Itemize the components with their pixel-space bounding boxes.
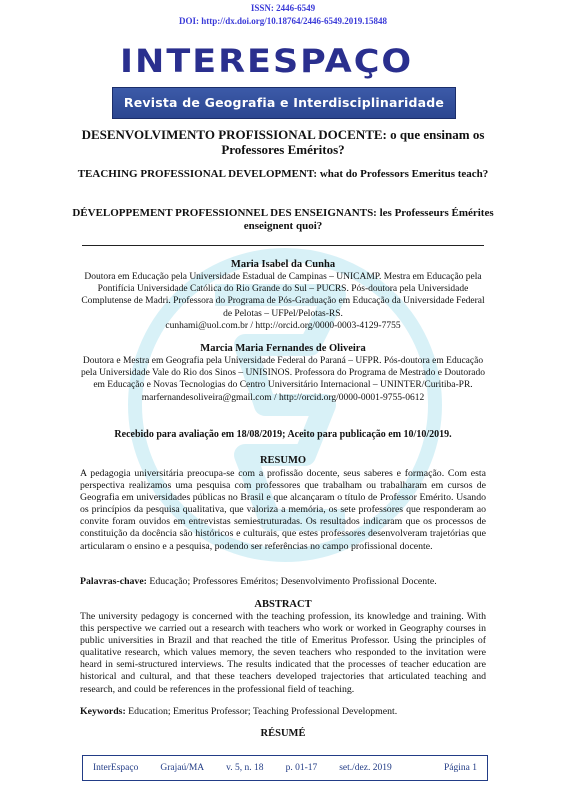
footer-page-number: Página 1 xyxy=(444,763,477,773)
keywords-label: Palavras-chave: xyxy=(80,576,147,587)
received-accepted-dates: Recebido para avaliação em 18/08/2019; Aceito para publicação em 10/10/2019. xyxy=(114,429,452,440)
title-portuguese: DESENVOLVIMENTO PROFISSIONAL DOCENTE: o que ensinam os Professores Eméritos? xyxy=(81,127,485,157)
author-bio: Doutora e Mestra em Geografia pela Universidade Federal do Paraná – UFPR. Pós-doutora em Educação pela Universidade Vale do Rio dos Sinos – UNISINOS. Professora do Programa de Mestrado e Doutorado em Educação e Novas Tecnologias do Centro Universitário Internacional – UNINTER/Curitiba-PR. xyxy=(80,356,486,391)
abstract-keywords xyxy=(80,706,486,718)
author-block xyxy=(76,342,490,404)
resumo-heading: RESUMO xyxy=(259,455,307,466)
footer-journal: InterEspaço xyxy=(93,763,139,773)
author-bio: Doutora em Educação pela Universidade Estadual de Campinas – UNICAMP. Mestra em Educação pela Pontifícia Universidade Católica do Rio Grande do Sul – PUCRS. Pós-doutora pela Universidade Complutense de Madri. Professora do Programa de Pós-Graduação em Educação da Universidade Federal de Pelotas – UFPel/Pelotas-RS. xyxy=(81,272,485,319)
author-contact[interactable]: cunhami@uol.com.br / http://orcid.org/0000-0003-4129-7755 xyxy=(165,320,401,331)
keywords-text: Education; Emeritus Professor; Teaching Professional Development. xyxy=(125,706,398,717)
journal-logo xyxy=(110,43,456,86)
footer-volume: v. 5, n. 18 xyxy=(226,763,264,773)
issn: ISSN: 2446-6549 xyxy=(250,3,316,13)
title-french: DÉVELOPPEMENT PROFESSIONNEL DES ENSEIGNANTS: les Professeurs Émérites enseignent quoi? xyxy=(72,207,494,232)
abstract-text: The university pedagogy is concerned with the teaching profession, its knowledge and training. With this perspective we carried out a research with teachers who work or worked in Geography courses in public universities in Brazil and that reached the title of Emeritus Professor. Using the principles of qualitative research, which values memory, the seven teachers who responded to the invitation were heard in semi-structured interviews. The results indicated that the processes of teacher education are historical and cultural, and that these teachers developed trajectories that articulated teaching and research, and could be references in the professional field of teaching. xyxy=(80,611,486,695)
author-block xyxy=(76,258,490,332)
resumo-text: A pedagogia universitária preocupa-se com a profissão docente, seus saberes e formação. Com esta perspectiva realizamos uma pesquisa com professores que trabalham ou trabalharam em cursos de Geografia em universidades públicas no Brasil e que alcançaram o título de Professor Emérito. Usando os princípios da pesquisa qualitativa, que valoriza a memória, os sete professores que responderam ao convite foram ouvidos em entrevistas semiestruturadas. Os resultados indicaram que os processos de constituição da docência são históricos e culturais, que estes professores desenvolveram trajetórias que articularam o ensino e a pesquisa, podendo ser referências no campo profissional docente. xyxy=(80,468,486,552)
resumo-keywords xyxy=(80,576,486,588)
abstract-heading: ABSTRACT xyxy=(254,599,312,610)
journal-logo-text: INTERESPAÇO xyxy=(120,43,414,81)
author-contact[interactable]: marfernandesoliveira@gmail.com / http://orcid.org/0000-0001-9755-0612 xyxy=(141,392,425,403)
footer-pages: p. 01-17 xyxy=(285,763,318,773)
keywords-text: Educação; Professores Eméritos; Desenvolvimento Profissional Docente. xyxy=(146,576,437,587)
title-english: TEACHING PROFESSIONAL DEVELOPMENT: what do Professors Emeritus teach? xyxy=(77,168,489,180)
footer-place: Grajaú/MA xyxy=(160,763,205,773)
keywords-label: Keywords: xyxy=(80,706,126,717)
journal-subtitle-banner: Revista de Geografia e Interdisciplinaridade xyxy=(112,87,456,119)
footer-date: set./dez. 2019 xyxy=(339,763,392,773)
doi-link[interactable]: DOI: http://dx.doi.org/10.18764/2446-6549.2019.15848 xyxy=(178,16,387,26)
page-footer xyxy=(82,755,488,781)
title-divider xyxy=(82,245,484,246)
author-name: Marcia Maria Fernandes de Oliveira xyxy=(200,343,366,354)
author-name: Maria Isabel da Cunha xyxy=(230,259,336,270)
resume-heading: RÉSUMÉ xyxy=(260,728,306,739)
